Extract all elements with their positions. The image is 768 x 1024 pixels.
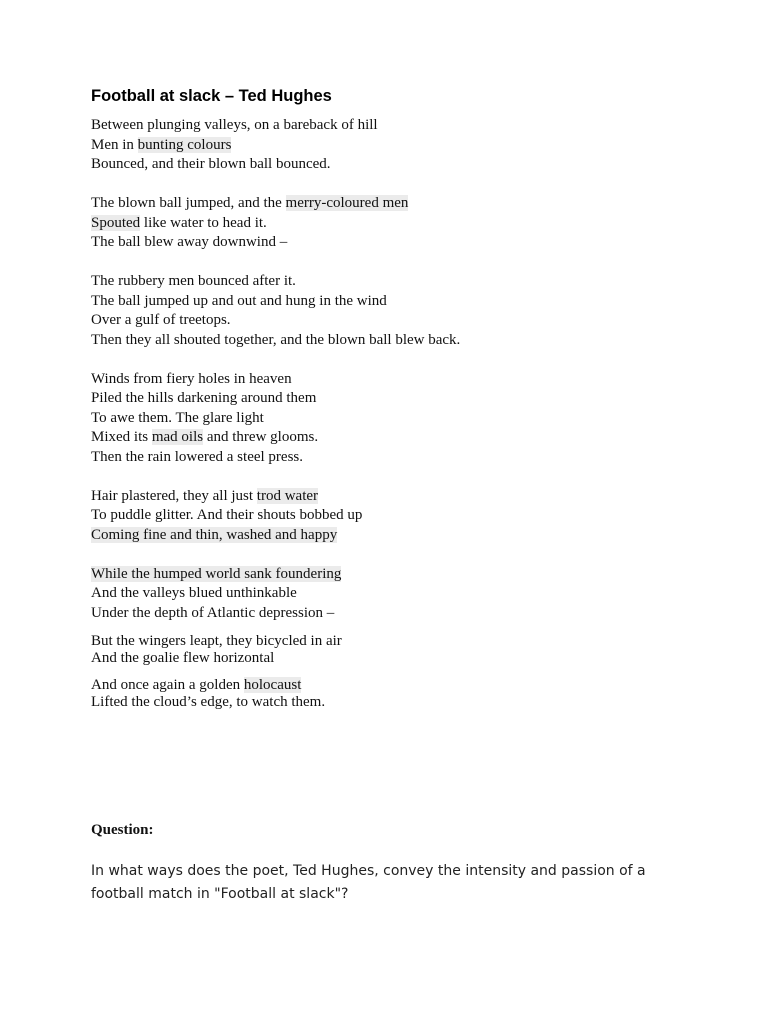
line-text: The blown ball jumped, and the xyxy=(91,195,286,211)
poem-line xyxy=(91,409,731,429)
poem-line xyxy=(91,584,731,604)
stanza xyxy=(91,487,731,546)
line-text: Mixed its xyxy=(91,429,152,445)
poem-line xyxy=(91,116,731,136)
line-text: Then they all shouted together, and the blown ball blew back. xyxy=(91,331,461,348)
poem-line xyxy=(91,448,731,468)
stanza xyxy=(91,633,731,667)
line-text: Hair plastered, they all just xyxy=(91,487,257,504)
poem-line xyxy=(91,311,731,331)
highlighted-phrase: Spouted xyxy=(91,214,141,231)
question-label: Question: xyxy=(91,822,154,838)
poem-line xyxy=(91,233,731,253)
poem-line xyxy=(91,136,731,156)
stanza xyxy=(91,565,731,624)
poem-line xyxy=(91,194,731,214)
highlighted-phrase: bunting colours xyxy=(137,136,232,153)
poem-line xyxy=(91,487,731,507)
poem-body xyxy=(91,116,731,711)
poem-line xyxy=(91,389,731,409)
poem-line xyxy=(91,526,731,546)
stanza xyxy=(91,370,731,468)
stanza xyxy=(91,677,731,711)
poem-line xyxy=(91,331,731,351)
poem-section xyxy=(91,86,731,711)
stanza xyxy=(91,116,731,175)
line-text: The rubbery men bounced after it. xyxy=(91,273,296,289)
poem-line xyxy=(91,155,731,175)
poem-line xyxy=(91,370,731,390)
poem-line xyxy=(91,650,731,667)
poem-line xyxy=(91,506,731,526)
line-text: The ball jumped up and out and hung in the wind xyxy=(91,292,387,309)
line-text: To awe them. The glare light xyxy=(91,409,264,426)
line-text: Winds from fiery holes in heaven xyxy=(91,370,292,387)
line-text: Between plunging valleys, on a bareback of hill xyxy=(91,117,378,133)
line-text: And the goalie flew horizontal xyxy=(91,650,275,666)
line-text: The ball blew away downwind – xyxy=(91,234,288,250)
poem-line xyxy=(91,677,731,694)
line-text: But the wingers leapt, they bicycled in air xyxy=(91,633,342,649)
question-text: In what ways does the poet, Ted Hughes, convey the intensity and passion of a football match in "Football at slack"? xyxy=(91,863,646,902)
highlighted-phrase: merry-coloured men xyxy=(285,195,409,211)
highlighted-phrase: Coming fine and thin, washed and happy xyxy=(91,526,338,543)
stanza xyxy=(91,194,731,253)
poem-line xyxy=(91,272,731,292)
line-text: Over a gulf of treetops. xyxy=(91,312,231,328)
line-text: Piled the hills darkening around them xyxy=(91,390,317,406)
line-text: Lifted the cloud’s edge, to watch them. xyxy=(91,694,326,710)
stanza xyxy=(91,272,731,350)
line-text: Under the depth of Atlantic depression – xyxy=(91,604,335,621)
highlighted-phrase: holocaust xyxy=(243,677,302,693)
line-text: To puddle glitter. And their shouts bobbed up xyxy=(91,507,363,523)
highlighted-phrase: mad oils xyxy=(151,429,204,445)
line-text: And once again a golden xyxy=(91,677,244,693)
poem-title: Football at slack – Ted Hughes xyxy=(91,87,332,105)
poem-line xyxy=(91,214,731,234)
poem-line xyxy=(91,633,731,650)
line-text: and threw glooms. xyxy=(203,429,319,445)
line-text: Bounced, and their blown ball bounced. xyxy=(91,156,331,172)
line-text: Men in xyxy=(91,136,138,153)
line-text: Then the rain lowered a steel press. xyxy=(91,448,303,465)
poem-line xyxy=(91,428,731,448)
line-text: And the valleys blued unthinkable xyxy=(91,585,297,601)
highlighted-phrase: trod water xyxy=(256,487,319,504)
poem-line xyxy=(91,694,731,711)
poem-line xyxy=(91,604,731,624)
poem-line xyxy=(91,565,731,585)
line-text: like water to head it. xyxy=(140,214,267,231)
highlighted-phrase: While the humped world sank foundering xyxy=(91,565,342,582)
poem-line xyxy=(91,292,731,312)
